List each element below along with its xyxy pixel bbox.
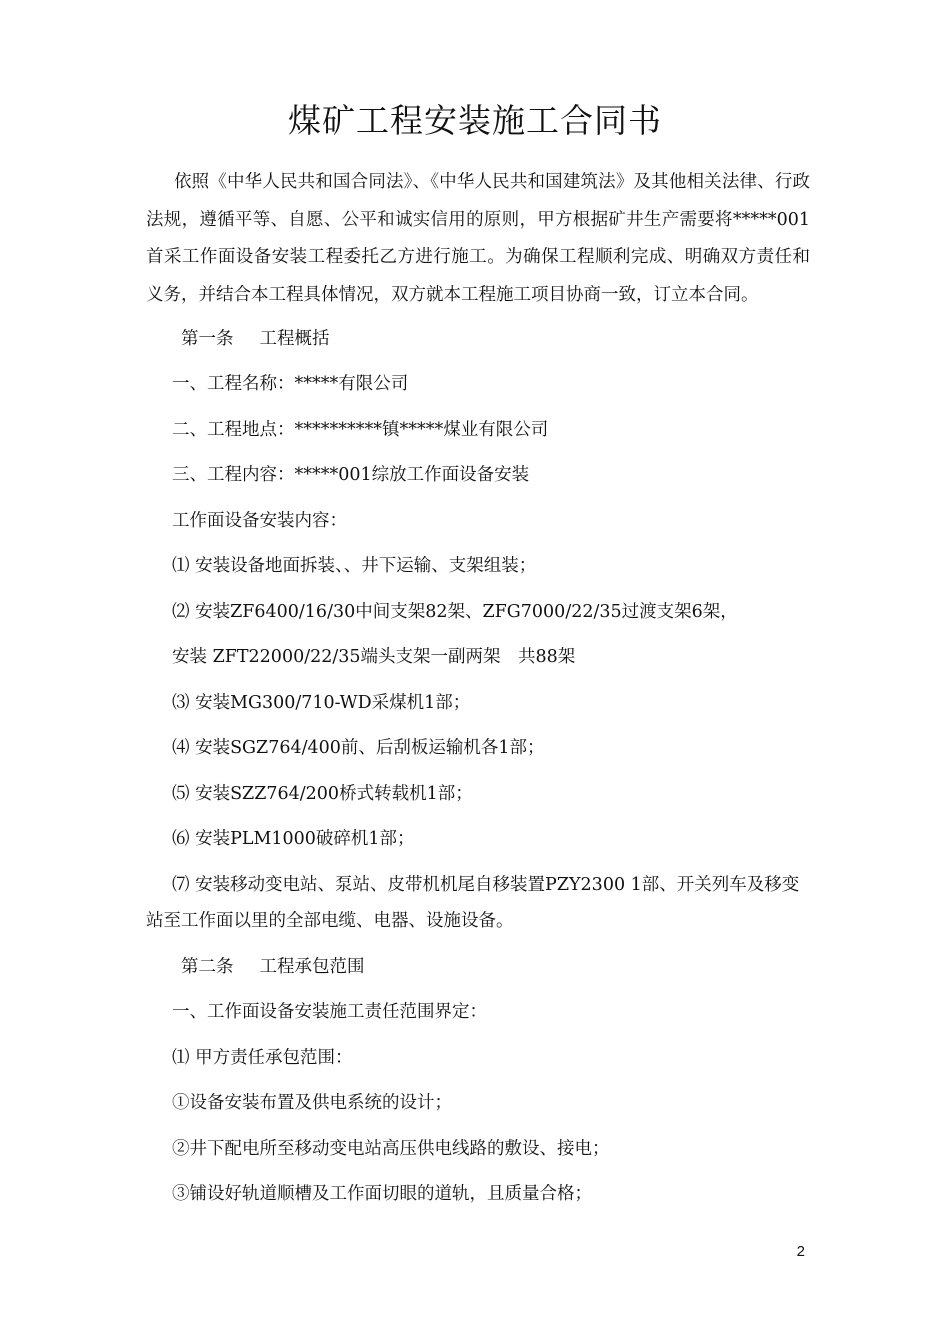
installation-item: ⑴ 安装设备地面拆装、、井下运输、支架组装；	[172, 556, 537, 576]
article-2-number: 第二条	[181, 957, 234, 977]
installation-item: ⑵ 安装ZF6400/16/30中间支架82架、ZFG7000/22/35过渡支架6架，	[172, 602, 738, 622]
article-2-title: 工程承包范围	[259, 957, 365, 977]
installation-item: ⑸ 安装SZZ764/200桥式转载机1部；	[172, 784, 473, 804]
article-1-heading	[181, 324, 330, 354]
project-content: 三、工程内容：*****001综放工作面设备安装	[172, 465, 530, 485]
document-title: 煤矿工程安装施工合同书	[288, 101, 662, 140]
intro-paragraph: 依照《中华人民共和国合同法》、《中华人民共和国建筑法》及其他相关法律、行政法规，遵循平等、自愿、公平和诚实信用的原则，甲方根据矿井生产需要将*****001首采工作面设备安装工程委托乙方进行施工。为确保工程顺利完成、明确双方责任和义务，并结合本工程具体情况，双方就本工程施工项目协商一致，订立本合同。	[146, 172, 810, 305]
installation-item: ⑶ 安装MG300/710-WD采煤机1部；	[172, 693, 471, 713]
party-a-item: ③铺设好轨道顺槽及工作面切眼的道轨，且质量合格；	[172, 1184, 592, 1204]
party-a-scope: ⑴ 甲方责任承包范围：	[172, 1048, 353, 1068]
party-a-item: ①设备安装布置及供电系统的设计；	[172, 1093, 452, 1113]
party-a-item: ②井下配电所至移动变电站高压供电线路的敷设、接电；	[172, 1139, 610, 1159]
responsibility-scope: 一、工作面设备安装施工责任范围界定：	[172, 1002, 487, 1022]
installation-item: ⑷ 安装SGZ764/400前、后刮板运输机各1部；	[172, 738, 545, 758]
installation-item: 安装 ZFT22000/22/35端头支架一副两架 共88架	[172, 647, 576, 667]
installation-item-7: ⑺ 安装移动变电站、泵站、皮带机机尾自移装置PZY2300 1部、开关列车及移变站至工作面以里的全部电缆、电器、设施设备。	[146, 875, 800, 931]
installation-item: ⑹ 安装PLM1000破碎机1部；	[172, 829, 415, 849]
project-location: 二、工程地点：**********镇*****煤业有限公司	[172, 420, 549, 440]
project-name: 一、工程名称：*****有限公司	[172, 374, 409, 394]
installation-scope-title: 工作面设备安装内容：	[172, 511, 347, 531]
article-1-title: 工程概括	[259, 329, 330, 349]
article-1-number: 第一条	[181, 329, 234, 349]
article-2-heading	[181, 952, 365, 982]
page-number: 2	[796, 1243, 805, 1260]
